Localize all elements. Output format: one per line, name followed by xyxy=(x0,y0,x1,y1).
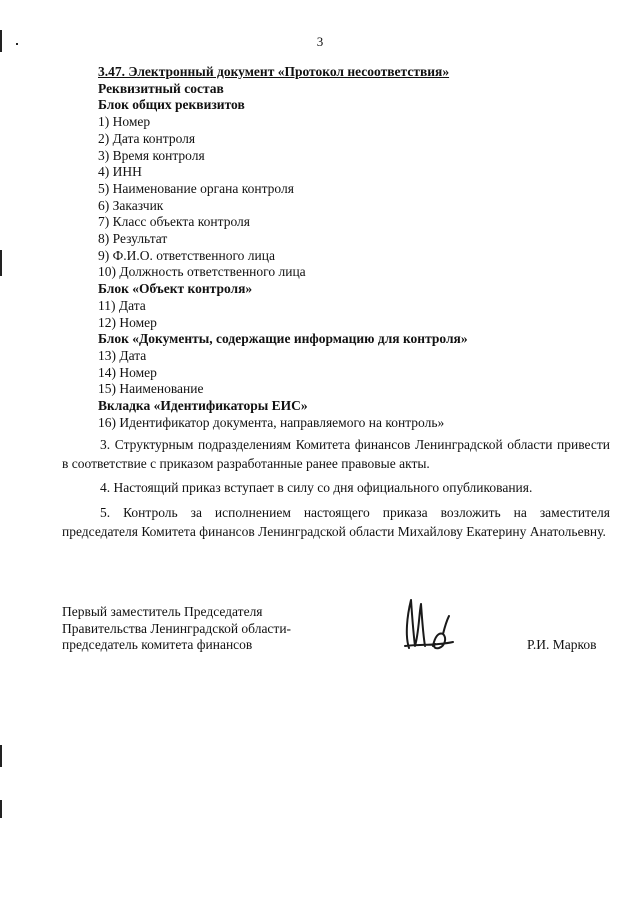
list-item: 4) ИНН xyxy=(98,164,142,180)
paragraph-4: 4. Настоящий приказ вступает в силу со дня официального опубликования. xyxy=(100,480,533,495)
scan-edge-mark xyxy=(0,250,2,276)
requisites-heading: Реквизитный состав xyxy=(98,80,224,96)
signer-position-line: председатель комитета финансов xyxy=(62,637,253,652)
list-item: 15) Наименование xyxy=(98,381,204,397)
list-item: 12) Номер xyxy=(98,314,157,330)
list-item: 13) Дата xyxy=(98,347,147,363)
block-title: Вкладка «Идентификаторы ЕИС» xyxy=(98,398,308,414)
list-item: 7) Класс объекта контроля xyxy=(98,214,250,230)
list-item: 16) Идентификатор документа, направляемого на контроль» xyxy=(98,414,445,430)
list-item: 9) Ф.И.О. ответственного лица xyxy=(98,247,275,263)
handwritten-signature xyxy=(395,596,457,654)
scan-edge-mark xyxy=(0,745,2,767)
signer-position-line: Правительства Ленинградской области- xyxy=(62,620,292,636)
signer-name: Р.И. Марков xyxy=(527,637,597,652)
scan-edge-mark xyxy=(0,800,2,818)
list-item: 1) Номер xyxy=(98,114,151,130)
page-number: 3 xyxy=(316,34,324,49)
block-title: Блок «Объект контроля» xyxy=(98,281,253,297)
list-item: 6) Заказчик xyxy=(98,197,164,213)
list-item: 3) Время контроля xyxy=(98,147,205,163)
requisites-list xyxy=(98,64,598,431)
list-item: 2) Дата контроля xyxy=(98,130,196,146)
signer-position-line: Первый заместитель Председателя xyxy=(62,604,263,619)
block-title: Блок общих реквизитов xyxy=(98,97,245,113)
paragraph-3: 3. Структурным подразделениям Комитета финансов Ленинградской области привести в соответствие с приказом разработанные ранее правовые акты. xyxy=(62,437,610,471)
paragraph-5: 5. Контроль за исполнением настоящего приказа возложить на заместителя председателя Комитета финансов Ленинградской области Михайлову Екатерину Анатольевну. xyxy=(62,505,610,539)
scan-edge-mark xyxy=(0,30,2,52)
signer-position xyxy=(62,604,291,654)
list-item: 5) Наименование органа контроля xyxy=(98,180,294,196)
list-item: 14) Номер xyxy=(98,364,157,380)
block-title: Блок «Документы, содержащие информацию для контроля» xyxy=(98,331,468,347)
list-item: 8) Результат xyxy=(98,231,168,247)
section-heading: 3.47. Электронный документ «Протокол несоответствия» xyxy=(98,64,450,79)
list-item: 10) Должность ответственного лица xyxy=(98,264,306,280)
list-item: 11) Дата xyxy=(98,297,146,313)
scan-dot xyxy=(16,43,18,45)
